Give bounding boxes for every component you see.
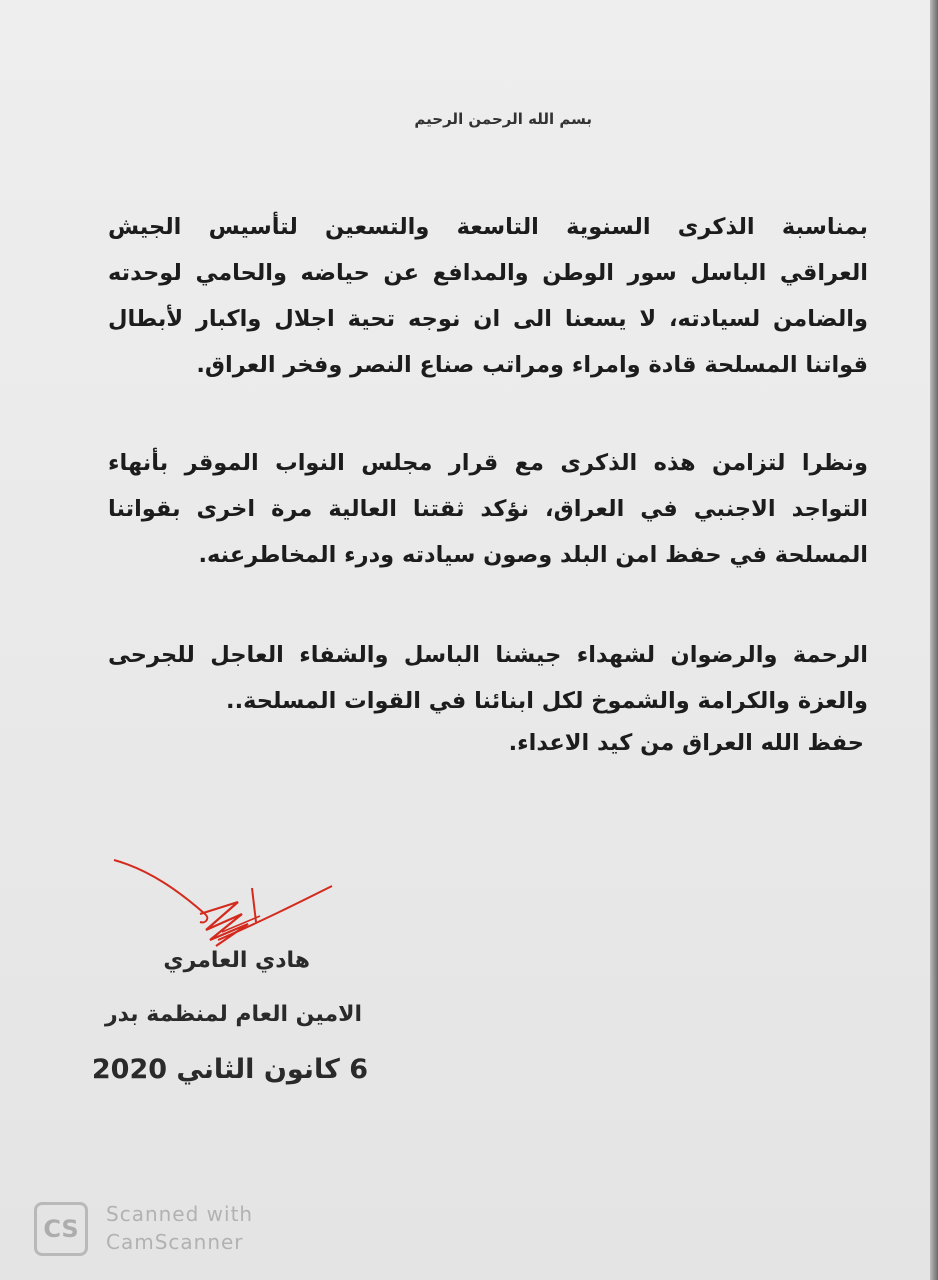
paragraph-line: التواجد الاجنبي في العراق، نؤكد ثقتنا العالية مرة اخرى بقواتنا (108, 496, 868, 522)
paragraph-line: المسلحة في حفظ امن البلد وصون سيادته ودرء المخاطرعنه. (198, 542, 868, 568)
paragraph-parliament-decision (108, 440, 868, 578)
watermark-line1: Scanned with (106, 1202, 254, 1226)
closing-prayer: حفظ الله العراق من كيد الاعداء. (508, 730, 864, 756)
basmala-header: بسم الله الرحمن الرحيم (414, 110, 592, 128)
paragraph-line: بمناسبة الذكرى السنوية التاسعة والتسعين لتأسيس الجيش (108, 214, 868, 240)
letter-date: 6 كانون الثاني 2020 (91, 1054, 368, 1085)
paragraph-line: والضامن لسيادته، لا يسعنا الى ان نوجه تحية اجلال واكبار لأبطال (108, 306, 868, 332)
watermark-line2: CamScanner (106, 1230, 244, 1254)
camscanner-watermark (34, 1200, 294, 1260)
paragraph-line: العراقي الباسل سور الوطن والمدافع عن حياضه والحامي لوحدته (108, 260, 868, 286)
paragraph-martyrs (108, 632, 868, 724)
signatory-title: الامين العام لمنظمة بدر (104, 1002, 362, 1027)
watermark-text (106, 1200, 253, 1256)
paragraph-line: ونظرا لتزامن هذه الذكرى مع قرار مجلس النواب الموقر بأنهاء (108, 450, 868, 476)
camscanner-logo-icon: CS (34, 1202, 88, 1256)
paragraph-anniversary (108, 204, 868, 388)
paragraph-line: الرحمة والرضوان لشهداء جيشنا الباسل والشفاء العاجل للجرحى (108, 642, 868, 668)
page-edge-shadow (930, 0, 938, 1280)
paragraph-line: والعزة والكرامة والشموخ لكل ابنائنا في القوات المسلحة.. (226, 688, 868, 714)
signatory-name: هادي العامري (163, 948, 310, 973)
handwritten-signature (110, 852, 340, 952)
paragraph-line: قواتنا المسلحة قادة وامراء ومراتب صناع النصر وفخر العراق. (196, 352, 868, 378)
